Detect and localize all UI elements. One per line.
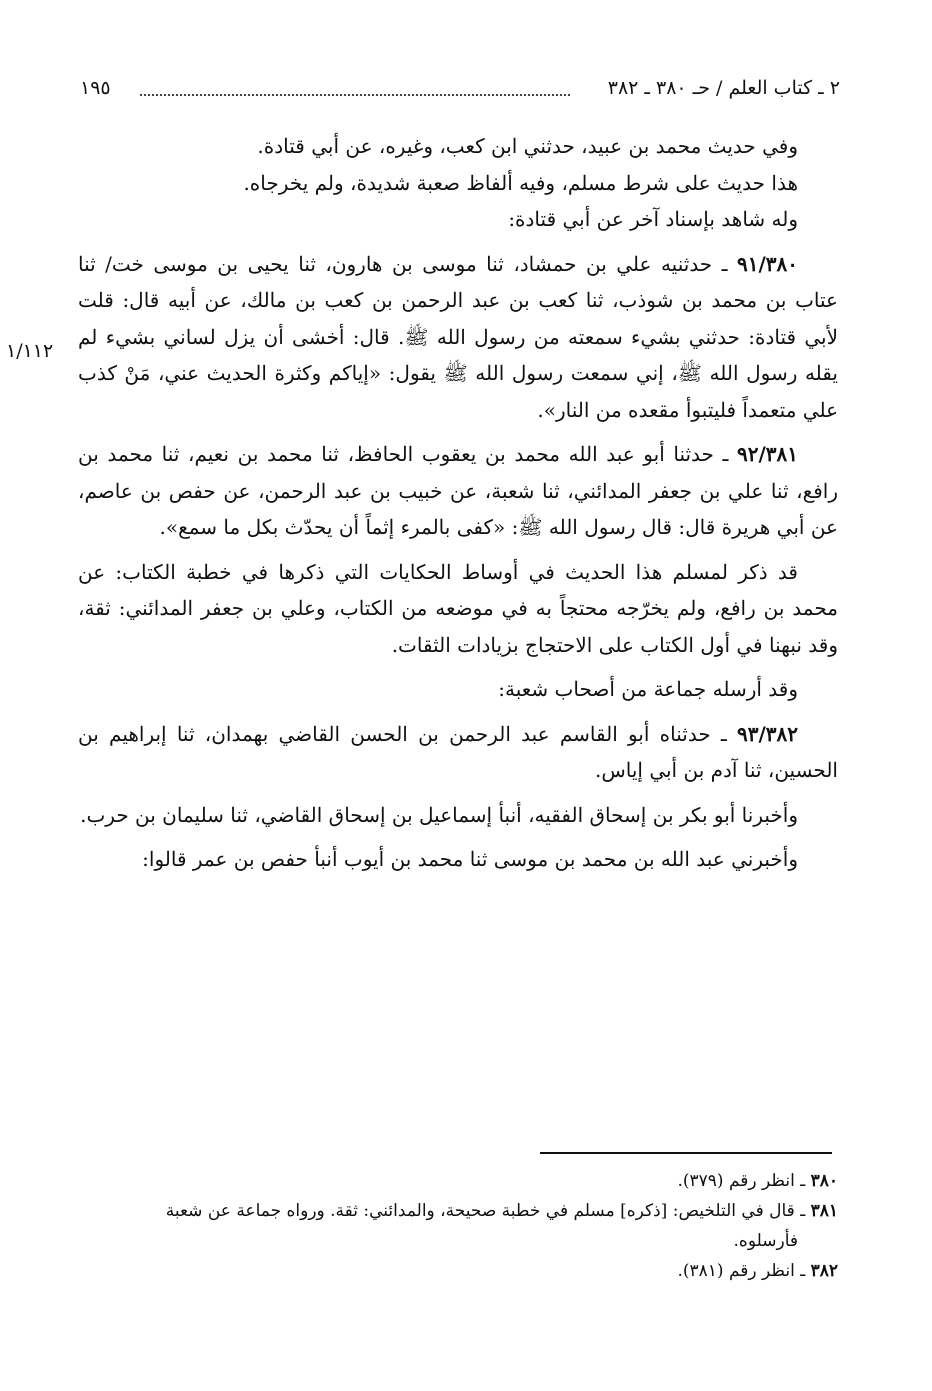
margin-reference: ١/١١٢ — [6, 340, 54, 362]
footnote-381 — [78, 1196, 838, 1226]
footnote-number: ٣٨١ — [810, 1201, 838, 1221]
footnote-continuation: فأرسلوه. — [733, 1231, 798, 1251]
footnote-divider — [540, 1152, 832, 1154]
footnote-number: ٣٨٠ — [810, 1171, 838, 1191]
main-text — [78, 128, 838, 878]
paragraph: وأخبرني عبد الله بن محمد بن موسى ثنا محمد بن أيوب أنبأ حفص بن عمر قالوا: — [142, 847, 798, 871]
header-dotted-leader — [140, 94, 570, 96]
running-title: ٢ ـ كتاب العلم / حـ ٣٨٠ ـ ٣٨٢ — [607, 77, 840, 99]
hadith-text: ـ حدثنا أبو عبد الله محمد بن يعقوب الحافظ، ثنا محمد بن نعيم، ثنا محمد بن رافع، ثنا علي بن جعفر المدائني، ثنا شعبة، عن خبيب بن عبد الرحمن، عن حفص بن عاصم، عن أبي هريرة قال: قال رسول الله ﷺ: «كفى بالمرء إثماً أن يحدّث بكل ما سمع». — [78, 442, 838, 539]
paragraph: وفي حديث محمد بن عبيد، حدثني ابن كعب، وغيره، عن أبي قتادة. — [257, 134, 798, 158]
footnote-text: ـ انظر رقم (٣٨١). — [677, 1261, 811, 1281]
hadith-number: ٩١/٣٨٠ — [736, 251, 798, 276]
page-header — [80, 70, 840, 106]
page-number: ١٩٥ — [80, 77, 111, 99]
hadith-381 — [78, 436, 838, 546]
hadith-number: ٩٢/٣٨١ — [736, 442, 798, 466]
hadith-text: ـ حدثناه أبو القاسم عبد الرحمن بن الحسن القاضي بهمدان، ثنا إبراهيم بن الحسين، ثنا آدم بن أبي إياس. — [78, 721, 838, 782]
footnote-380 — [78, 1166, 838, 1196]
hadith-382 — [78, 716, 838, 789]
paragraph: وأخبرنا أبو بكر بن إسحاق الفقيه، أنبأ إسماعيل بن إسحاق القاضي، ثنا سليمان بن حرب. — [80, 802, 798, 827]
paragraph: وله شاهد بإسناد آخر عن أبي قتادة: — [508, 207, 798, 231]
paragraph: وقد أرسله جماعة من أصحاب شعبة: — [498, 677, 798, 701]
paragraph: هذا حديث على شرط مسلم، وفيه ألفاظ صعبة شديدة، ولم يخرجاه. — [243, 170, 798, 195]
hadith-text: ـ حدثنيه علي بن حمشاد، ثنا موسى بن هارون، ثنا يحيى بن موسى خت/ ثنا عتاب بن محمد بن شوذب، ثنا كعب بن عبد الرحمن بن كعب بن مالك، عن أبيه قال: قلت لأبي قتادة: حدثني بشيء سمعته من رسول الله ﷺ. قال: أخشى أن يزل لساني بشيء لم يقله رسول الله ﷺ، إني سمعت رسول الله ﷺ يقول: «إياكم وكثرة الحديث عني، مَنْ كذب علي متعمداً فليتبوأ مقعده من النار». — [78, 251, 838, 422]
footnote-text: ـ انظر رقم (٣٧٩). — [677, 1171, 811, 1191]
hadith-number: ٩٣/٣٨٢ — [736, 721, 798, 746]
footnotes — [78, 1166, 838, 1286]
footnote-text: ـ قال في التلخيص: [ذكره] مسلم في خطبة صحيحة، والمدائني: ثقة. ورواه جماعة عن شعبة — [165, 1201, 811, 1221]
paragraph: قد ذكر لمسلم هذا الحديث في أوساط الحكايات التي ذكرها في خطبة الكتاب: عن محمد بن رافع، ولم يخرّجه محتجاً به في موضعه من الكتاب، وعلي بن جعفر المدائني: ثقة، وقد نبهنا في أول الكتاب على الاحتجاج بزيادات الثقات. — [78, 559, 838, 657]
footnote-382 — [78, 1256, 838, 1286]
hadith-380 — [78, 246, 838, 429]
footnote-number: ٣٨٢ — [810, 1261, 838, 1281]
